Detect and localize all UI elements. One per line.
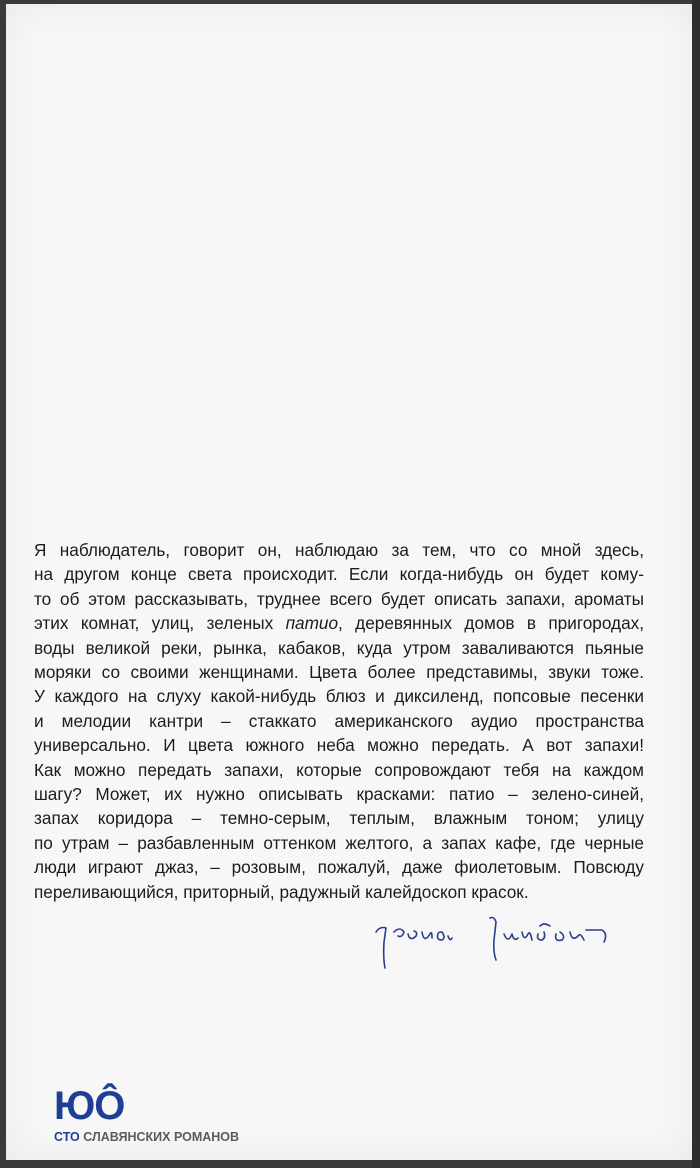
blurb-line: и мелодии кантри – стаккато американского аудио пространства [34, 710, 644, 731]
blurb-line [34, 611, 644, 635]
blurb-line: по утрам – разбавленным оттенком желтого, а запах кафе, где черные [34, 832, 644, 853]
blurb-line: шагу? Может, их нужно описывать красками: патио – зелено-синей, [34, 784, 644, 805]
series-name [54, 1130, 239, 1144]
blurb-line: то об этом рассказывать, труднее всего будет описать запахи, ароматы [34, 588, 644, 609]
blurb-line: универсально. И цвета южного неба можно передать. А вот запахи! [34, 735, 644, 756]
blurb-line: Как можно передать запахи, которые сопровождают тебя на каждом [34, 759, 644, 780]
signature-strokes [376, 918, 606, 969]
blurb-line: У каждого на слуху какой-нибудь блюз и диксиленд, попсовые песенки [34, 686, 644, 707]
blurb-text-segment: , деревянных домов в пригородах, [338, 613, 644, 634]
author-signature [372, 912, 624, 972]
blurb-line: Я наблюдатель, говорит он, наблюдаю за тем, что со мной здесь, [34, 540, 644, 560]
blurb-line: моряки со своими женщинами. Цвета более представимы, звуки тоже. [34, 662, 644, 683]
italic-word: патио [285, 613, 339, 634]
blurb-text-segment: этих комнат, улиц, зеленых [34, 613, 286, 634]
logo-mark: ЮÔ [54, 1084, 125, 1128]
book-spine-edge [692, 0, 700, 1168]
blurb-line: на другом конце света происходит. Если когда-нибудь он будет кому- [34, 564, 644, 585]
blurb-line: воды великой реки, рынка, кабаков, куда утром заваливаются пьяные [34, 637, 644, 658]
blurb-line: люди играют джаз, – розовым, пожалуй, даже фиолетовым. Повсюду [34, 857, 644, 878]
blurb-line: переливающийся, приторный, радужный калейдоскоп красок. [34, 881, 529, 902]
blurb-text [34, 538, 644, 904]
series-name-part: СТО [54, 1130, 80, 1144]
blurb-line: запах коридора – темно-серым, теплым, влажным тоном; улицу [34, 808, 644, 829]
series-name-part: СЛАВЯНСКИХ РОМАНОВ [83, 1130, 240, 1144]
